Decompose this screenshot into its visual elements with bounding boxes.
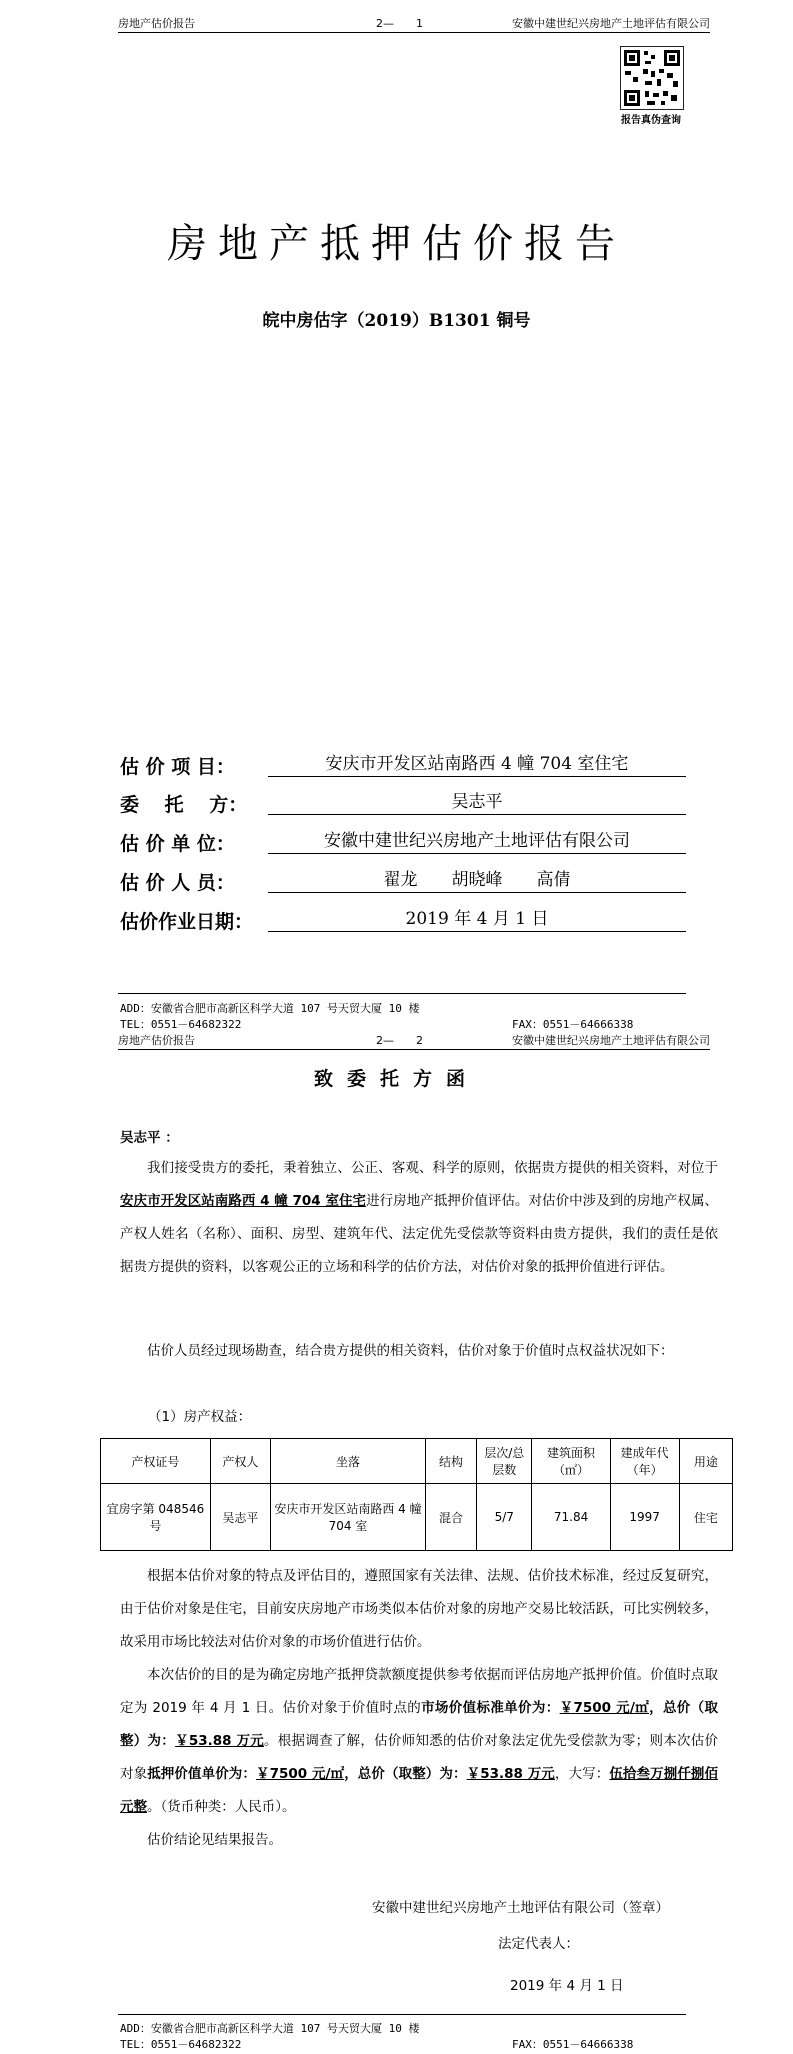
table-header-cell: 建成年代（年） (610, 1439, 679, 1484)
table-header-cell: 层次/总层数 (476, 1439, 531, 1484)
table-cell: 5/7 (476, 1484, 531, 1551)
table-header-cell: 结构 (426, 1439, 477, 1484)
legal-representative: 法定代表人： (498, 1936, 579, 1952)
footer-tel: TEL：0551－64682322 (120, 2038, 242, 2051)
footer-address: ADD：安徽省合肥市高新区科学大道 107 号天贸大厦 10 楼 (120, 2022, 420, 2035)
amount-in-words: 伍拾叁万捌仟捌佰元整 (120, 1766, 719, 1815)
field-label-appraisers: 估 价 人 员： (120, 872, 235, 894)
table-cell: 安庆市开发区站南路西 4 幢 704 室 (270, 1484, 425, 1551)
table-header-cell: 产权证号 (101, 1439, 211, 1484)
field-label-project: 估 价 项 目： (120, 756, 235, 778)
header-page-number: 2— 2 (376, 1034, 423, 1047)
footer-fax: FAX：0551－64666338 (512, 2038, 634, 2051)
header-left: 房地产估价报告 (118, 17, 195, 30)
footer-divider (118, 993, 686, 994)
qr-code-icon[interactable] (620, 46, 684, 110)
letter-paragraph-6: 估价结论见结果报告。 (147, 1832, 282, 1848)
table-cell: 住宅 (679, 1484, 732, 1551)
field-value-date: 2019 年 4 月 1 日 (268, 907, 686, 932)
field-label-appraiser-org: 估 价 单 位： (120, 833, 235, 855)
letter-title: 致委托方函 (313, 1068, 479, 1090)
mortgage-unit-price: ￥7500 元/㎡ (256, 1766, 345, 1782)
footer-divider (118, 2014, 686, 2015)
property-rights-table (100, 1438, 733, 1551)
table-cell: 吴志平 (210, 1484, 270, 1551)
header-company: 安徽中建世纪兴房地产土地评估有限公司 (512, 17, 710, 30)
table-header-cell: 坐落 (270, 1439, 425, 1484)
table-cell: 71.84 (532, 1484, 610, 1551)
letter-paragraph-3: （1）房产权益： (148, 1409, 252, 1425)
header-left: 房地产估价报告 (118, 1034, 195, 1047)
table-header-cell: 用途 (679, 1439, 732, 1484)
header-company: 安徽中建世纪兴房地产土地评估有限公司 (512, 1034, 710, 1047)
footer-address: ADD：安徽省合肥市高新区科学大道 107 号天贸大厦 10 楼 (120, 1002, 420, 1015)
table-cell: 1997 (610, 1484, 679, 1551)
field-label-date: 估价作业日期： (120, 911, 254, 933)
market-total-price: ￥53.88 万元 (175, 1733, 265, 1749)
footer-tel: TEL：0551－64682322 (120, 1018, 242, 1031)
document-number: 皖中房估字（2019）B1301 铜号 (262, 311, 531, 331)
qr-caption: 报告真伪查询 (621, 115, 681, 126)
letter-date: 2019 年 4 月 1 日 (510, 1978, 624, 1994)
page-header (118, 14, 710, 33)
table-header-cell: 建筑面积（㎡） (532, 1439, 610, 1484)
property-address: 安庆市开发区站南路西 4 幢 704 室住宅 (120, 1193, 367, 1209)
table-header-cell: 产权人 (210, 1439, 270, 1484)
letter-paragraph-1: 我们接受贵方的委托，秉着独立、公正、客观、科学的原则，依据贵方提供的相关资料，对位于安庆市开发区站南路西 4 幢 704 室住宅进行房地产抵押价值评估。对估价中涉及到的房地产权属、产权人姓名（名称）、面积、房型、建筑年代、法定优先受偿款等资料由贵方提供，我们的责任是依据贵方提供的资料，以客观公正的立场和科学的估价方法，对估价对象的抵押价值进行评估。 (120, 1160, 719, 1275)
field-value-appraisers: 翟龙 胡晓峰 高倩 (268, 868, 686, 893)
table-header-row (101, 1439, 733, 1484)
letter-paragraph-4: 根据本估价对象的特点及评估目的，遵照国家有关法律、法规、估价技术标准，经过反复研究，由于估价对象是住宅，目前安庆房地产市场类似本估价对象的房地产交易比较活跃，可比实例较多，故采用市场比较法对估价对象的市场价值进行估价。 (120, 1568, 718, 1650)
table-cell: 混合 (426, 1484, 477, 1551)
letter-paragraph-2: 估价人员经过现场勘查，结合贵方提供的相关资料，估价对象于价值时点权益状况如下： (147, 1343, 674, 1359)
field-value-client: 吴志平 (268, 790, 686, 815)
field-label-client: 委 托 方： (120, 794, 248, 816)
market-unit-price: ￥7500 元/㎡ (559, 1700, 650, 1716)
letter-paragraph-5: 本次估价的目的是为确定房地产抵押贷款额度提供参考依据而评估房地产抵押价值。价值时点取定为 2019 年 4 月 1 日。估价对象于价值时点的市场价值标准单价为：￥7500 元/㎡，总价（取整）为：￥53.88 万元。根据调查了解，估价师知悉的估价对象法定优先受偿款为零；则本次估价对象抵押价值单价为：￥7500 元/㎡，总价（取整）为：￥53.88 万元，大写：伍拾叁万捌仟捌佰元整。（货币种类：人民币）。 (120, 1667, 719, 1815)
signature-company: 安徽中建世纪兴房地产土地评估有限公司（签章） (372, 1900, 669, 1916)
field-value-project: 安庆市开发区站南路西 4 幢 704 室住宅 (268, 752, 686, 777)
mortgage-total-price: ￥53.88 万元 (466, 1766, 555, 1782)
report-title: 房地产抵押估价报告 (167, 221, 626, 267)
letter-salutation: 吴志平 ： (120, 1130, 179, 1146)
footer-fax: FAX：0551－64666338 (512, 1018, 634, 1031)
field-value-appraiser-org: 安徽中建世纪兴房地产土地评估有限公司 (268, 829, 686, 854)
table-cell: 宜房字第 048546 号 (101, 1484, 211, 1551)
table-row (101, 1484, 733, 1551)
page-header-2 (118, 1031, 710, 1050)
header-page-number: 2— 1 (376, 17, 423, 30)
